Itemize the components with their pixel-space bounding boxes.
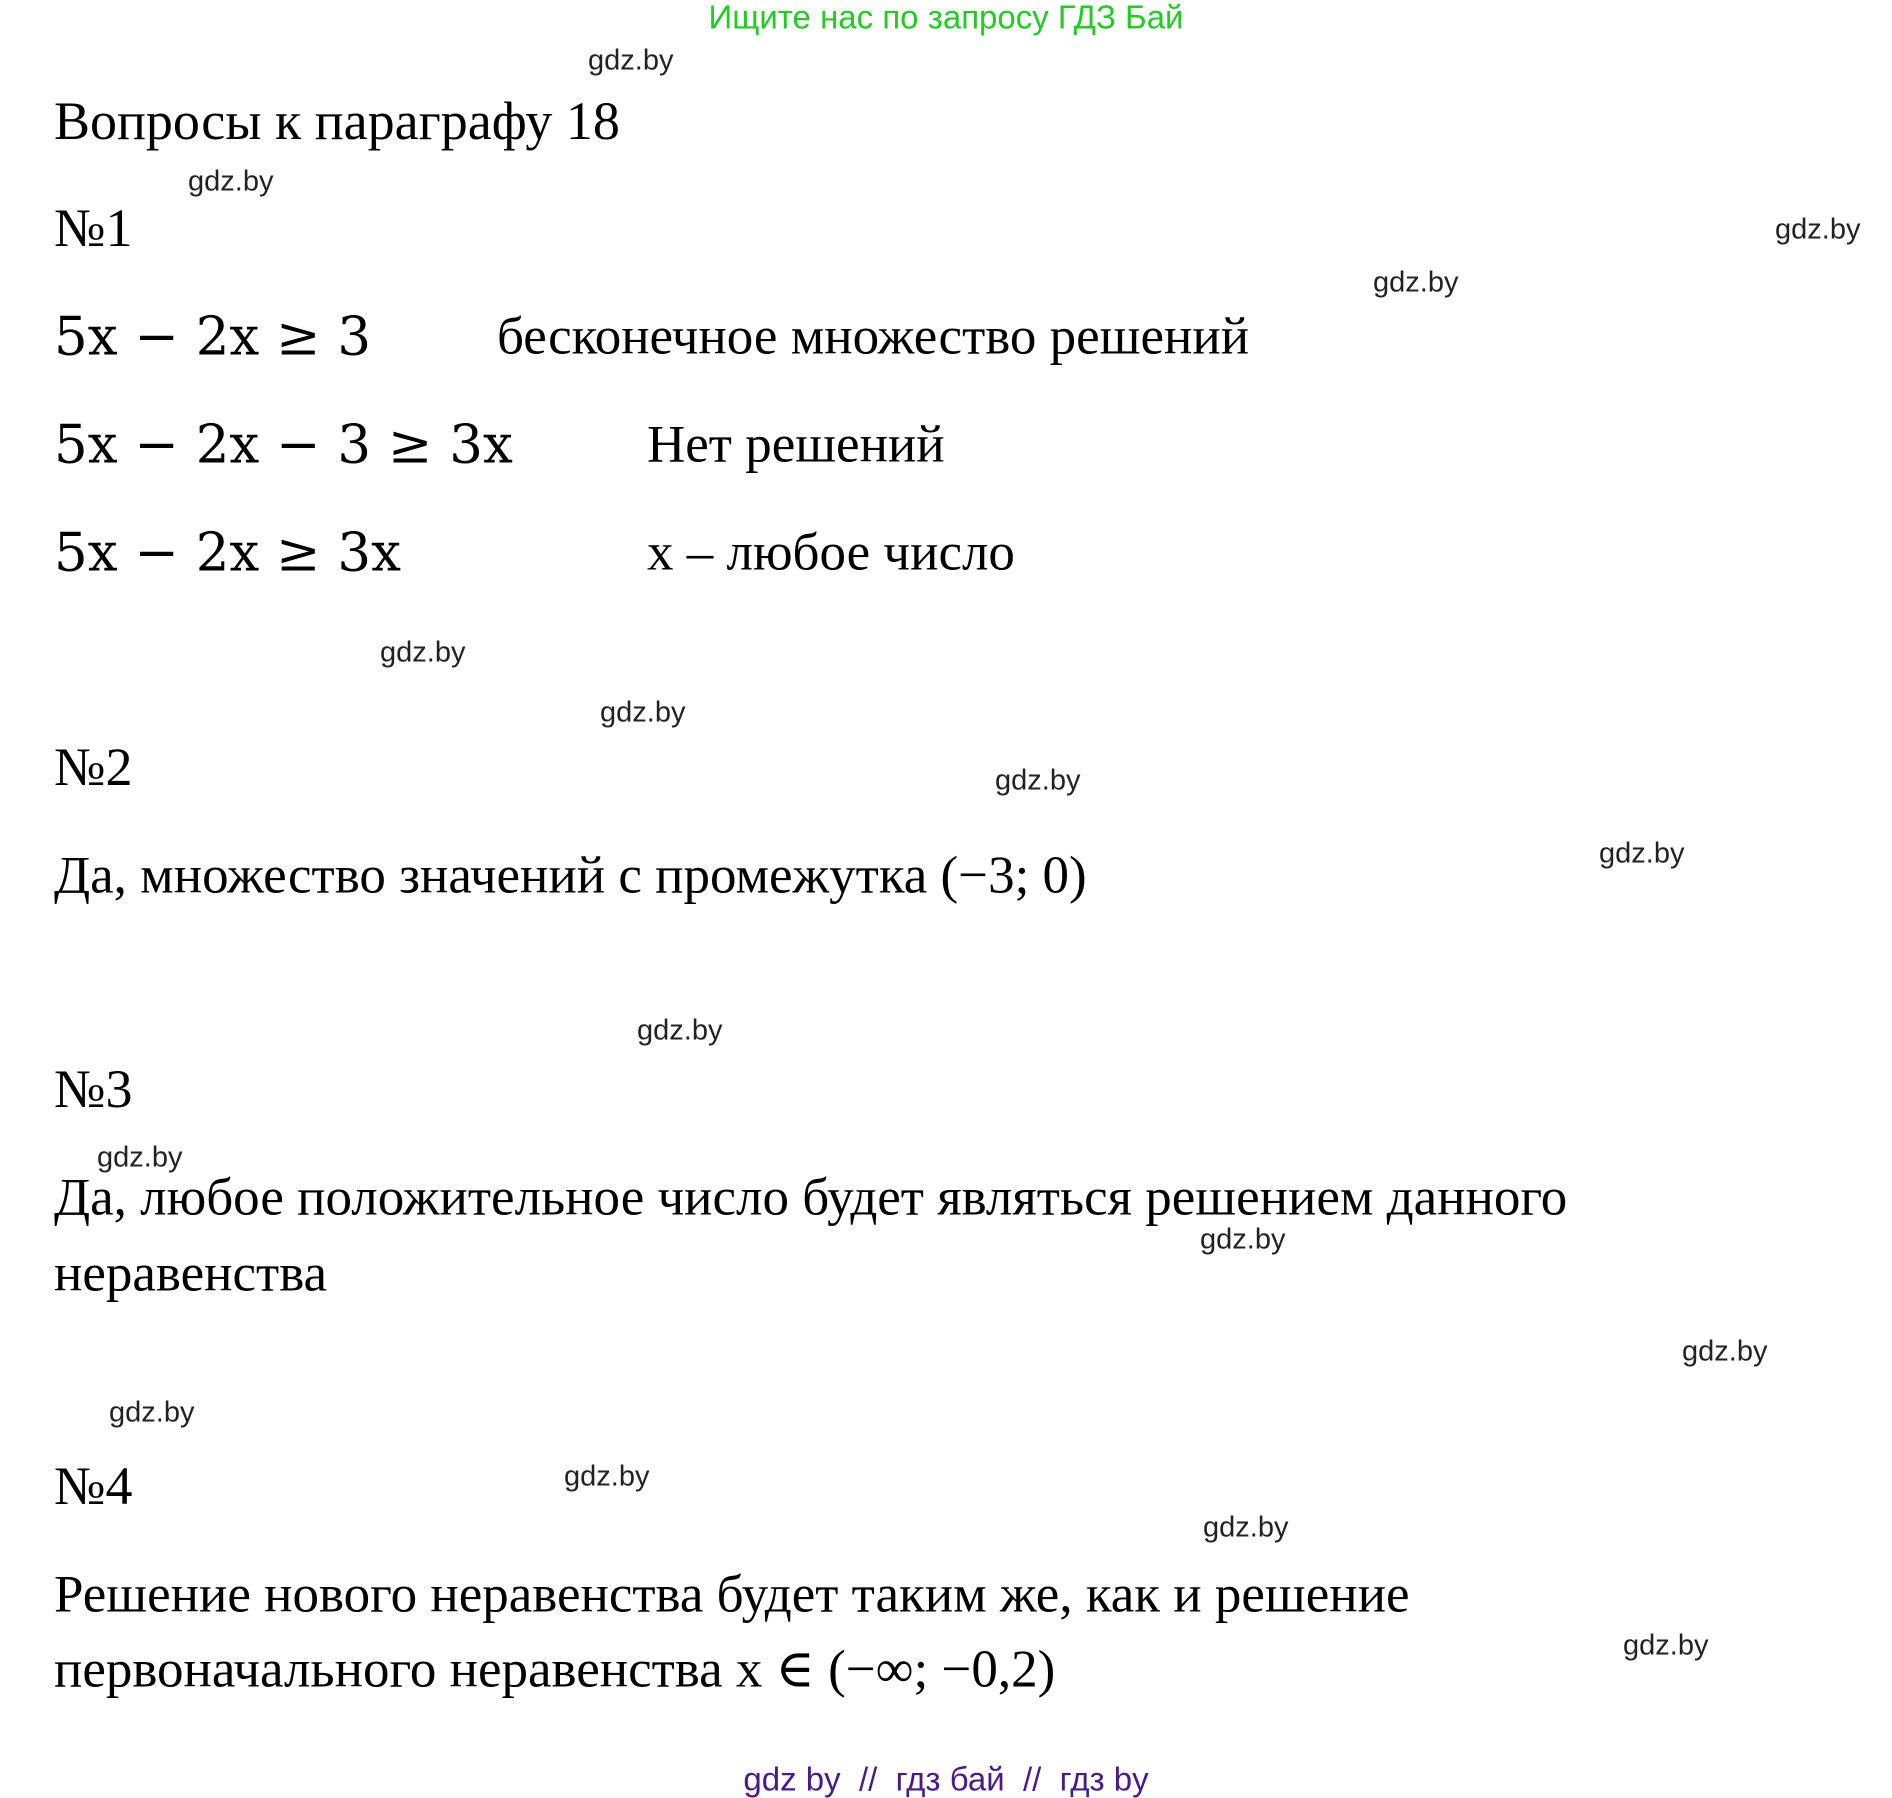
answer-3: x – любое число [647, 523, 1015, 582]
section-3-line-2: неравенства [54, 1244, 328, 1303]
watermark: gdz.by [600, 696, 686, 729]
watermark: gdz.by [1623, 1629, 1709, 1662]
section-number-3: №3 [54, 1059, 133, 1119]
page-title: Вопросы к параграфу 18 [54, 91, 620, 151]
section-number-1: №1 [54, 198, 133, 258]
watermark: gdz.by [188, 165, 274, 198]
inequality-1: 5x − 2x ≥ 3 [54, 306, 372, 368]
watermark: gdz.by [380, 636, 466, 669]
section-4-line-1: Решение нового неравенства будет таким же, как и решение [54, 1565, 1410, 1624]
answer-1: бесконечное множество решений [497, 307, 1250, 366]
watermark: gdz.by [564, 1460, 650, 1493]
section-2-text: Да, множество значений с промежутка (−3; 0) [54, 846, 1087, 905]
watermark: gdz.by [1203, 1511, 1289, 1544]
footer-links: gdz by // гдз бай // гдз by [743, 1760, 1149, 1798]
watermark: gdz.by [995, 764, 1081, 797]
watermark: gdz.by [588, 44, 674, 77]
section-number-4: №4 [54, 1456, 133, 1516]
watermark: gdz.by [1200, 1223, 1286, 1256]
watermark: gdz.by [1373, 266, 1459, 299]
watermark: gdz.by [1682, 1335, 1768, 1368]
watermark: gdz.by [1599, 837, 1685, 870]
watermark: gdz.by [1775, 213, 1861, 246]
inequality-3: 5x − 2x ≥ 3x [54, 522, 402, 584]
inequality-2: 5x − 2x − 3 ≥ 3x [54, 414, 513, 476]
section-number-2: №2 [54, 737, 133, 797]
watermark: gdz.by [109, 1396, 195, 1429]
answer-2: Нет решений [647, 415, 945, 474]
section-3-line-1: Да, любое положительное число будет являться решением данного [54, 1168, 1568, 1227]
search-banner: Ищите нас по запросу ГДЗ Бай [708, 0, 1184, 36]
watermark: gdz.by [637, 1014, 723, 1047]
section-4-line-2: первоначального неравенства x ∈ (−∞; −0,2) [54, 1640, 1056, 1699]
watermark: gdz.by [97, 1141, 183, 1174]
